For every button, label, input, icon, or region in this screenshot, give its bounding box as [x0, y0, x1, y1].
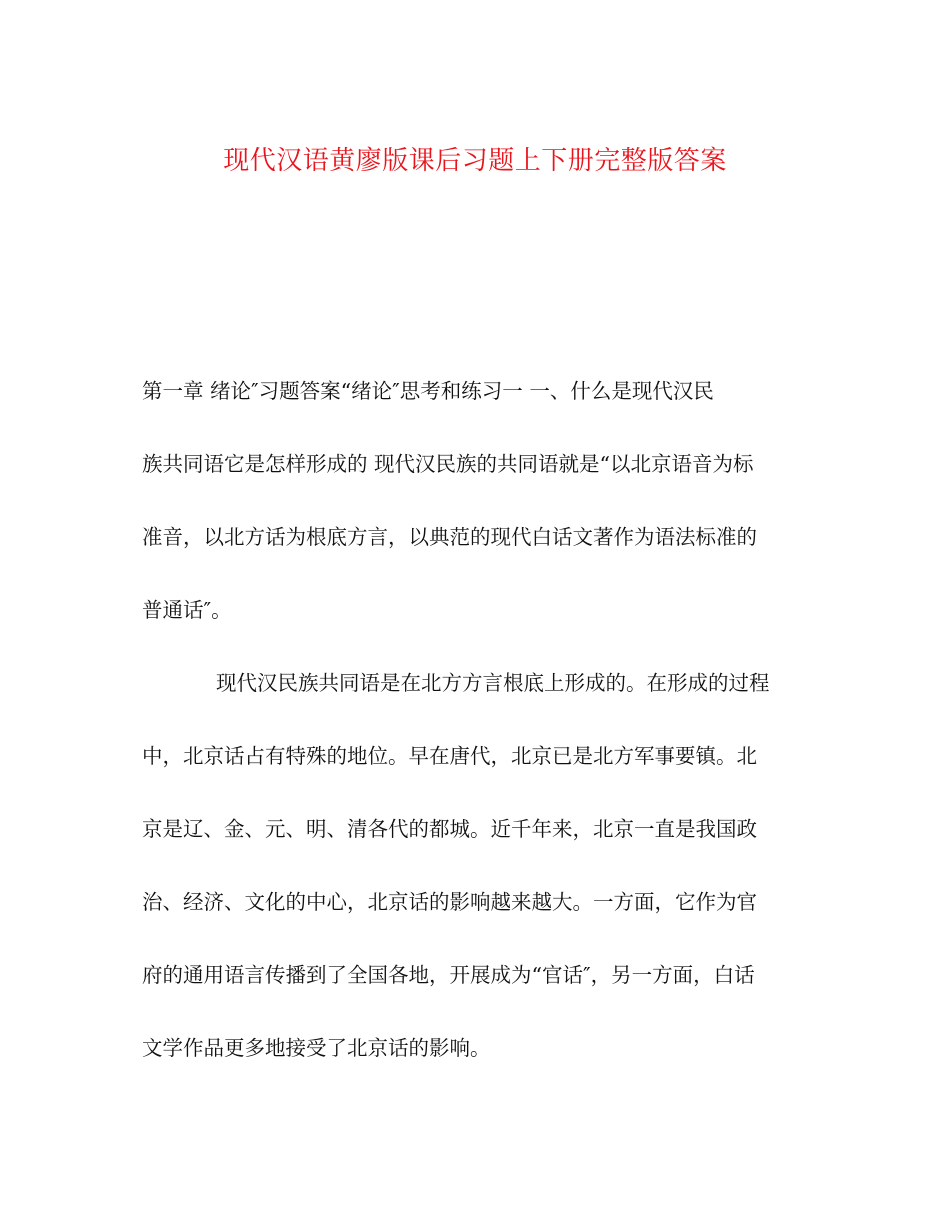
text-line: 普通话″。	[142, 598, 232, 622]
document-title: 现代汉语黄廖版课后习题上下册完整版答案	[223, 146, 727, 176]
text-line: 京是辽、金、元、明、清各代的都城。近千年来，北京一直是我国政	[142, 817, 757, 841]
text-line-indented: 现代汉民族共同语是在北方方言根底上形成的。在形成的过程	[216, 671, 770, 695]
text-line: 族共同语它是怎样形成的 现代汉民族的共同语就是“以北京语音为标	[142, 452, 754, 476]
text-line: 治、经济、文化的中心，北京话的影响越来越大。一方面，它作为官	[142, 890, 757, 914]
text-line: 准音，以北方话为根底方言，以典范的现代白话文著作为语法标准的	[142, 525, 757, 549]
text-line: 中，北京话占有特殊的地位。早在唐代，北京已是北方军事要镇。北	[142, 744, 757, 768]
text-line: 文学作品更多地接受了北京话的影响。	[142, 1036, 491, 1060]
text-line: 第一章 绪论″习题答案“绪论″思考和练习一 一、什么是现代汉民	[142, 379, 714, 403]
text-line: 府的通用语言传播到了全国各地，开展成为“官话″，另一方面，白话	[142, 963, 755, 987]
